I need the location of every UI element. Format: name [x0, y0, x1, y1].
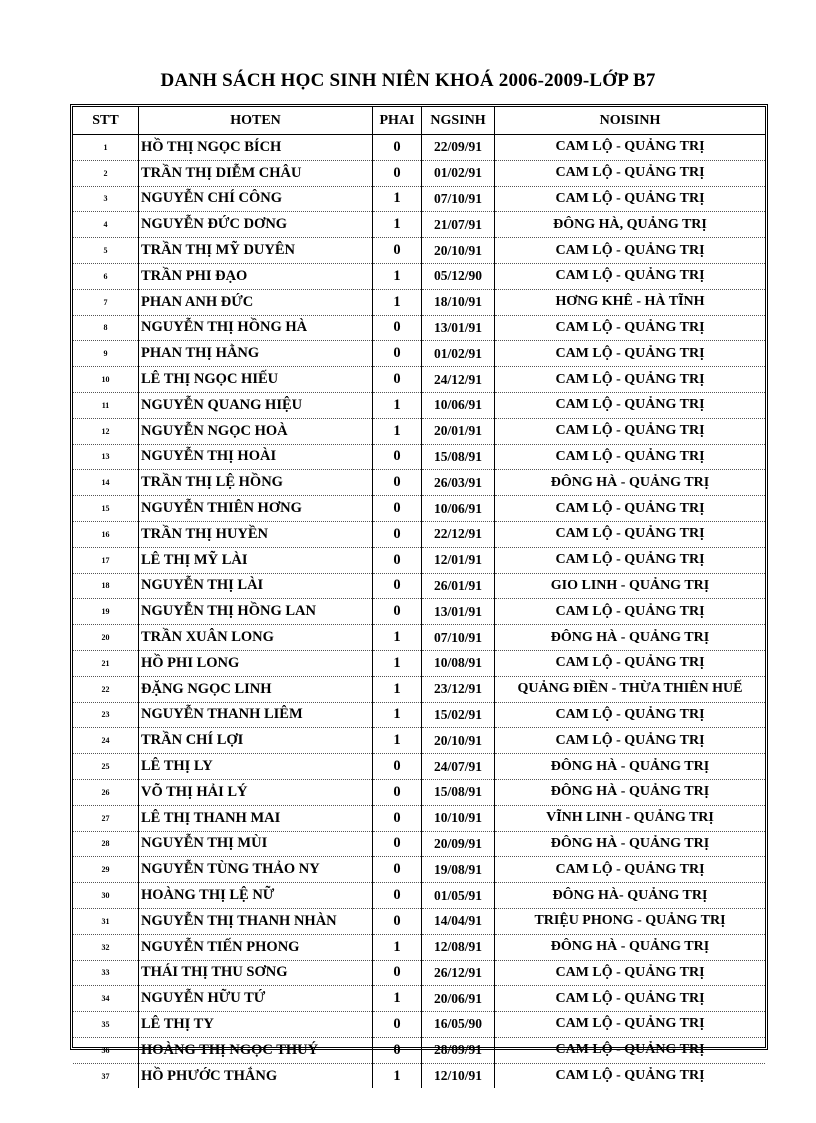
table-row [73, 676, 765, 702]
row-place: CAM LỘ - QUẢNG TRỊ [495, 367, 766, 393]
row-place: HƠNG KHÊ - HÀ TĨNH [495, 289, 766, 315]
row-stt: 29 [73, 857, 139, 883]
row-dob: 01/05/91 [422, 883, 495, 909]
row-stt: 20 [73, 625, 139, 651]
row-phai: 0 [373, 160, 422, 186]
row-dob: 24/07/91 [422, 754, 495, 780]
row-place: CAM LỘ - QUẢNG TRỊ [495, 857, 766, 883]
row-name: PHAN THỊ HẰNG [139, 341, 373, 367]
row-place: CAM LỘ - QUẢNG TRỊ [495, 392, 766, 418]
row-name: THÁI THỊ THU SƠNG [139, 960, 373, 986]
row-dob: 01/02/91 [422, 341, 495, 367]
student-list-frame [70, 104, 768, 1084]
row-dob: 20/01/91 [422, 418, 495, 444]
row-name: LÊ THỊ LY [139, 754, 373, 780]
row-dob: 20/10/91 [422, 238, 495, 264]
row-place: ĐÔNG HÀ, QUẢNG TRỊ [495, 212, 766, 238]
table-row [73, 934, 765, 960]
row-name: TRẦN THỊ DIỄM CHÂU [139, 160, 373, 186]
row-phai: 0 [373, 521, 422, 547]
row-place: CAM LỘ - QUẢNG TRỊ [495, 1012, 766, 1038]
row-dob: 26/12/91 [422, 960, 495, 986]
row-stt: 36 [73, 1037, 139, 1063]
row-stt: 16 [73, 521, 139, 547]
row-stt: 27 [73, 805, 139, 831]
row-name: TRẦN CHÍ LỢI [139, 728, 373, 754]
table-row [73, 212, 765, 238]
row-place: ĐÔNG HÀ - QUẢNG TRỊ [495, 754, 766, 780]
header-hoten: HOTEN [139, 107, 373, 135]
header-noisinh: NOISINH [495, 107, 766, 135]
row-name: NGUYỄN HỮU TỨ [139, 986, 373, 1012]
row-stt: 25 [73, 754, 139, 780]
row-stt: 7 [73, 289, 139, 315]
row-dob: 14/04/91 [422, 908, 495, 934]
row-name: NGUYỄN THỊ MÙI [139, 831, 373, 857]
row-phai: 0 [373, 367, 422, 393]
header-phai: PHAI [373, 107, 422, 135]
row-name: ĐẶNG NGỌC LINH [139, 676, 373, 702]
table-row [73, 754, 765, 780]
row-phai: 0 [373, 883, 422, 909]
table-row [73, 521, 765, 547]
row-name: HỒ THỊ NGỌC BÍCH [139, 135, 373, 161]
row-dob: 21/07/91 [422, 212, 495, 238]
table-row [73, 496, 765, 522]
row-place: CAM LỘ - QUẢNG TRỊ [555, 1068, 705, 1084]
row-phai: 0 [373, 496, 422, 522]
row-name: LÊ THỊ NGỌC HIẾU [139, 367, 373, 393]
table-row [73, 367, 765, 393]
row-stt: 14 [73, 470, 139, 496]
row-place: CAM LỘ - QUẢNG TRỊ [495, 1037, 766, 1063]
row-phai: 0 [373, 238, 422, 264]
row-phai: 1 [373, 289, 422, 315]
table-row [73, 289, 765, 315]
table-row [73, 805, 765, 831]
row-dob: 26/01/91 [422, 573, 495, 599]
row-phai: 1 [373, 263, 422, 289]
row-phai: 0 [373, 573, 422, 599]
row-dob: 19/08/91 [422, 857, 495, 883]
table-row [73, 315, 765, 341]
row-stt: 22 [73, 676, 139, 702]
row-place: ĐÔNG HÀ- QUẢNG TRỊ [495, 883, 766, 909]
row-phai: 0 [373, 315, 422, 341]
table-row [73, 1063, 765, 1088]
header-stt: STT [73, 107, 139, 135]
row-name: NGUYỄN NGỌC HOÀ [139, 418, 373, 444]
row-place: CAM LỘ - QUẢNG TRỊ [495, 702, 766, 728]
row-dob: 20/06/91 [422, 986, 495, 1012]
row-name: NGUYỄN THỊ HỒNG HÀ [139, 315, 373, 341]
row-dob: 13/01/91 [422, 599, 495, 625]
table-row [73, 263, 765, 289]
row-name: LÊ THỊ THANH MAI [139, 805, 373, 831]
row-stt: 2 [73, 160, 139, 186]
row-place: GIO LINH - QUẢNG TRỊ [495, 573, 766, 599]
row-place: ĐÔNG HÀ - QUẢNG TRỊ [495, 625, 766, 651]
table-row [73, 186, 765, 212]
row-place: CAM LỘ - QUẢNG TRỊ [495, 263, 766, 289]
row-dob: 10/06/91 [422, 392, 495, 418]
row-dob: 10/08/91 [422, 650, 495, 676]
row-phai: 0 [373, 547, 422, 573]
row-place: CAM LỘ - QUẢNG TRỊ [495, 521, 766, 547]
row-place: QUẢNG ĐIỀN - THỪA THIÊN HUẾ [495, 676, 766, 702]
table-row [73, 728, 765, 754]
row-dob: 15/08/91 [422, 444, 495, 470]
row-name: NGUYỄN TÙNG THẢO NY [139, 857, 373, 883]
row-phai: 1 [373, 186, 422, 212]
row-dob: 10/10/91 [422, 805, 495, 831]
table-row [73, 341, 765, 367]
row-dob: 10/06/91 [422, 496, 495, 522]
row-stt: 35 [73, 1012, 139, 1038]
row-phai: 1 [373, 986, 422, 1012]
table-row [73, 238, 765, 264]
row-stt: 5 [73, 238, 139, 264]
row-phai: 1 [373, 676, 422, 702]
row-name: HỒ PHƯỚC THẮNG [139, 1063, 373, 1088]
row-stt: 33 [73, 960, 139, 986]
row-dob: 26/03/91 [422, 470, 495, 496]
row-name: NGUYỄN QUANG HIỆU [139, 392, 373, 418]
page-title: DANH SÁCH HỌC SINH NIÊN KHOÁ 2006-2009-LỚP B7 [160, 70, 656, 91]
row-stt: 19 [73, 599, 139, 625]
table-row [73, 779, 765, 805]
row-place: CAM LỘ - QUẢNG TRỊ [495, 728, 766, 754]
row-stt: 32 [73, 934, 139, 960]
row-phai: 1 [373, 702, 422, 728]
row-place: CAM LỘ - QUẢNG TRỊ [495, 160, 766, 186]
row-stt: 17 [73, 547, 139, 573]
row-place: ĐÔNG HÀ - QUẢNG TRỊ [495, 779, 766, 805]
table-row [73, 883, 765, 909]
row-stt: 21 [73, 650, 139, 676]
row-place: CAM LỘ - QUẢNG TRỊ [495, 444, 766, 470]
row-stt: 24 [73, 728, 139, 754]
row-dob: 28/09/91 [422, 1037, 495, 1063]
table-row [73, 573, 765, 599]
row-dob: 22/09/91 [422, 135, 495, 161]
row-dob: 15/08/91 [422, 779, 495, 805]
row-stt: 13 [73, 444, 139, 470]
row-name: TRẦN THỊ MỸ DUYÊN [139, 238, 373, 264]
table-row [73, 135, 765, 161]
row-name: NGUYỄN THỊ HOÀI [139, 444, 373, 470]
row-phai: 0 [373, 135, 422, 161]
row-place: ĐÔNG HÀ - QUẢNG TRỊ [495, 934, 766, 960]
header-row [73, 107, 765, 135]
row-stt: 30 [73, 883, 139, 909]
row-phai: 0 [373, 805, 422, 831]
row-stt: 9 [73, 341, 139, 367]
row-name: LÊ THỊ MỸ LÀI [139, 547, 373, 573]
row-stt: 12 [73, 418, 139, 444]
row-dob: 12/01/91 [422, 547, 495, 573]
row-name: HOÀNG THỊ NGỌC THUÝ [139, 1037, 373, 1063]
row-phai: 1 [373, 1063, 422, 1088]
row-name: VÕ THỊ HẢI LÝ [139, 779, 373, 805]
row-name: NGUYỄN THỊ LÀI [139, 573, 373, 599]
row-dob: 18/10/91 [422, 289, 495, 315]
row-phai: 0 [373, 831, 422, 857]
header-ngsinh: NGSINH [422, 107, 495, 135]
row-stt: 3 [73, 186, 139, 212]
row-place: CAM LỘ - QUẢNG TRỊ [495, 599, 766, 625]
row-phai: 0 [373, 960, 422, 986]
row-name: TRẦN XUÂN LONG [139, 625, 373, 651]
row-dob: 24/12/91 [422, 367, 495, 393]
table-row [73, 650, 765, 676]
row-dob: 07/10/91 [422, 186, 495, 212]
row-phai: 1 [373, 934, 422, 960]
table-row [73, 625, 765, 651]
row-phai: 1 [373, 625, 422, 651]
row-name: NGUYỄN THỊ HỒNG LAN [139, 599, 373, 625]
row-name: HOÀNG THỊ LỆ NỮ [139, 883, 373, 909]
table-row [73, 547, 765, 573]
row-phai: 1 [373, 418, 422, 444]
table-row [73, 908, 765, 934]
row-name: HỒ PHI LONG [139, 650, 373, 676]
table-row [73, 418, 765, 444]
table-body [73, 135, 765, 1089]
row-place: CAM LỘ - QUẢNG TRỊ [495, 496, 766, 522]
row-phai: 0 [373, 470, 422, 496]
row-place: CAM LỘ - QUẢNG TRỊ [495, 315, 766, 341]
row-name: NGUYỄN THIÊN HƠNG [139, 496, 373, 522]
row-name: NGUYỄN CHÍ CÔNG [139, 186, 373, 212]
table-row [73, 857, 765, 883]
row-dob: 15/02/91 [422, 702, 495, 728]
table-row [73, 160, 765, 186]
row-dob: 20/10/91 [422, 728, 495, 754]
row-dob: 16/05/90 [422, 1012, 495, 1038]
row-place: CAM LỘ - QUẢNG TRỊ [495, 650, 766, 676]
row-place: CAM LỘ - QUẢNG TRỊ [495, 418, 766, 444]
row-dob: 12/08/91 [422, 934, 495, 960]
table-row [73, 1037, 765, 1063]
row-name: TRẦN THỊ HUYỀN [139, 521, 373, 547]
table-row [73, 960, 765, 986]
row-name: LÊ THỊ TY [139, 1012, 373, 1038]
row-place: CAM LỘ - QUẢNG TRỊ [495, 986, 766, 1012]
table-row [73, 444, 765, 470]
row-phai: 0 [373, 1012, 422, 1038]
row-place: CAM LỘ - QUẢNG TRỊ [495, 341, 766, 367]
row-stt: 31 [73, 908, 139, 934]
row-stt: 28 [73, 831, 139, 857]
row-dob: 23/12/91 [422, 676, 495, 702]
row-place: CAM LỘ - QUẢNG TRỊ [495, 960, 766, 986]
table-row [73, 1012, 765, 1038]
row-stt: 8 [73, 315, 139, 341]
row-place: ĐÔNG HÀ - QUẢNG TRỊ [495, 470, 766, 496]
row-place: CAM LỘ - QUẢNG TRỊ [495, 547, 766, 573]
table-row [73, 986, 765, 1012]
row-stt: 10 [73, 367, 139, 393]
row-dob: 07/10/91 [422, 625, 495, 651]
row-place: CAM LỘ - QUẢNG TRỊ [495, 135, 766, 161]
row-stt: 37 [73, 1063, 139, 1088]
row-name: PHAN ANH ĐỨC [139, 289, 373, 315]
row-dob: 22/12/91 [422, 521, 495, 547]
row-name: NGUYỄN ĐỨC DƠNG [139, 212, 373, 238]
row-phai: 0 [373, 779, 422, 805]
row-stt: 6 [73, 263, 139, 289]
row-dob: 05/12/90 [422, 263, 495, 289]
row-stt: 4 [73, 212, 139, 238]
table-row [73, 470, 765, 496]
row-name: TRẦN PHI ĐẠO [139, 263, 373, 289]
row-phai: 1 [373, 650, 422, 676]
row-phai: 1 [373, 728, 422, 754]
table-row [73, 392, 765, 418]
row-phai: 0 [373, 754, 422, 780]
row-phai: 0 [373, 341, 422, 367]
row-stt: 18 [73, 573, 139, 599]
row-name: NGUYỄN THỊ THANH NHÀN [139, 908, 373, 934]
row-dob: 13/01/91 [422, 315, 495, 341]
row-place: CAM LỘ - QUẢNG TRỊ [495, 186, 766, 212]
row-place: TRIỆU PHONG - QUẢNG TRỊ [495, 908, 766, 934]
row-phai: 0 [373, 908, 422, 934]
row-stt: 34 [73, 986, 139, 1012]
row-stt: 11 [73, 392, 139, 418]
row-phai: 0 [373, 599, 422, 625]
table-row [73, 599, 765, 625]
table-row [73, 702, 765, 728]
row-stt: 23 [73, 702, 139, 728]
row-place: VĨNH LINH - QUẢNG TRỊ [495, 805, 766, 831]
row-name: NGUYỄN THANH LIÊM [139, 702, 373, 728]
row-name: TRẦN THỊ LỆ HỒNG [139, 470, 373, 496]
row-stt: 15 [73, 496, 139, 522]
row-phai: 1 [373, 392, 422, 418]
row-stt: 1 [73, 135, 139, 161]
row-dob: 20/09/91 [422, 831, 495, 857]
row-phai: 1 [373, 212, 422, 238]
row-place: CAM LỘ - QUẢNG TRỊ [495, 238, 766, 264]
row-dob: 01/02/91 [422, 160, 495, 186]
row-place: ĐÔNG HÀ - QUẢNG TRỊ [495, 831, 766, 857]
row-phai: 0 [373, 444, 422, 470]
row-phai: 0 [373, 857, 422, 883]
row-dob: 12/10/91 [422, 1063, 495, 1088]
row-stt: 26 [73, 779, 139, 805]
table-row [73, 831, 765, 857]
student-table [73, 107, 765, 1088]
row-phai: 0 [373, 1037, 422, 1063]
row-name: NGUYỄN TIẾN PHONG [139, 934, 373, 960]
